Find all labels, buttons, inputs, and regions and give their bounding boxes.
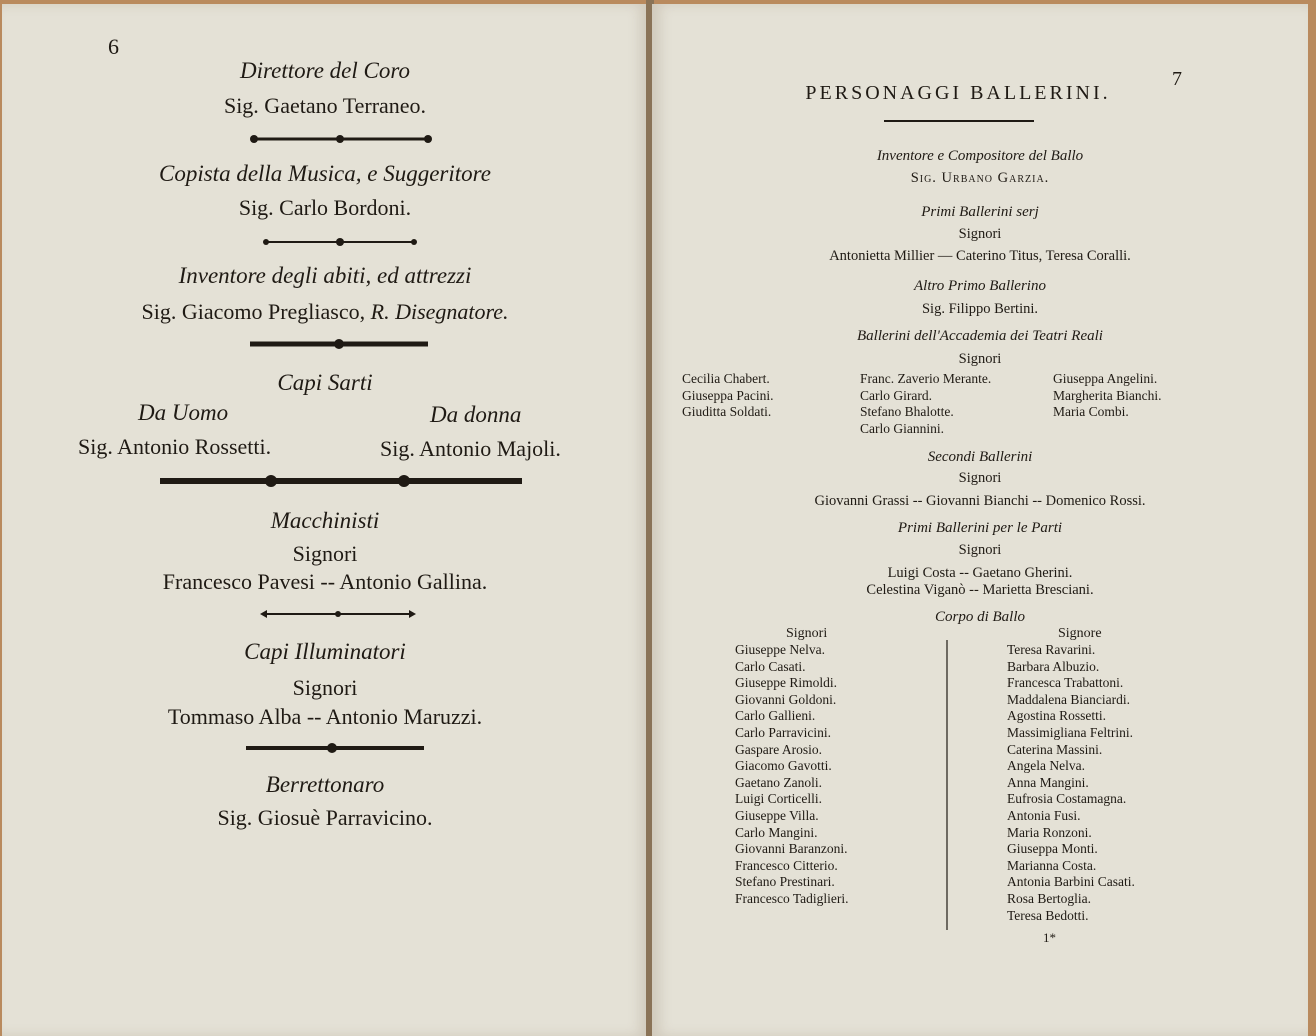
list-item: Stefano Bhalotte. [860,404,954,420]
tailor-men-heading: Da Uomo [138,400,229,425]
list-item: Stefano Prestinari. [735,874,835,890]
list-item: Maddalena Bianciardi. [1007,691,1130,707]
ornament-rule [244,741,426,755]
tailor-men-name: Sig. Antonio Rossetti. [78,434,272,459]
costume-designer [2,299,648,325]
primi-serj-heading: Primi Ballerini serj [921,204,1039,220]
parti-line-2: Celestina Viganò -- Marietta Bresciani. [866,582,1094,598]
page-number-right: 7 [1172,68,1182,90]
list-item: Massimigliana Feltrini. [1007,724,1133,740]
list-item: Cecilia Chabert. [682,371,770,386]
accademia-heading: Ballerini dell'Accademia dei Teatri Reali [857,328,1103,344]
parti-signori: Signori [958,542,1002,558]
list-item: Giacomo Gavotti. [735,758,832,774]
list-item: Carlo Girard. [860,387,932,403]
ornament-rule [156,472,526,490]
list-item: Giuseppa Monti. [1007,841,1098,857]
tailor-women-heading: Da donna [430,402,522,427]
left-page [2,4,648,1036]
corpo-men-list [735,642,849,908]
list-item: Francesco Tadiglieri. [735,890,849,906]
parti-line-1: Luigi Costa -- Gaetano Gherini. [887,565,1073,581]
list-item: Rosa Bertoglia. [1007,890,1091,906]
list-item: Teresa Ravarini. [1007,642,1096,657]
list-item: Giuditta Soldati. [682,404,772,420]
list-item: Carlo Gallieni. [735,708,816,724]
column-divider [942,640,952,930]
costume-title: R. Disegnatore. [370,299,509,324]
list-item: Maria Ronzoni. [1007,824,1092,840]
list-item: Margherita Bianchi. [1053,387,1162,403]
list-item: Giuseppa Pacini. [682,387,774,403]
costume-heading: Inventore degli abiti, ed attrezzi [178,263,472,288]
list-item: Franc. Zaverio Merante. [860,371,992,386]
page-number-left: 6 [108,34,119,59]
title-rule [884,120,1034,122]
list-item: Anna Mangini. [1007,774,1089,790]
machinists-heading: Macchinisti [270,508,380,533]
list-item: Carlo Parravicini. [735,724,831,740]
list-item: Carlo Casati. [735,658,806,674]
signature-mark: 1* [1043,930,1056,945]
hatmaker-heading: Berrettonaro [265,772,385,797]
ornament-rule [262,236,418,248]
inventor-name: Sig. Urbano Garzia. [910,170,1050,186]
list-item: Gaspare Arosio. [735,741,822,757]
corpo-heading: Corpo di Ballo [934,609,1025,625]
accademia-signori: Signori [958,351,1002,367]
list-item: Francesca Trabattoni. [1007,675,1124,691]
list-item: Giovanni Baranzoni. [735,841,848,857]
accademia-column-3 [1053,371,1161,421]
ornament-rule [246,337,432,351]
lighting-signori: Signori [292,675,358,700]
tailor-women-name: Sig. Antonio Majoli. [380,436,561,461]
list-item: Marianna Costa. [1007,857,1097,873]
secondi-heading: Secondi Ballerini [927,449,1033,465]
director-name: Sig. Gaetano Terraneo. [223,93,427,118]
copyist-name: Sig. Carlo Bordoni. [238,195,412,220]
list-item: Luigi Corticelli. [735,791,822,807]
list-item: Barbara Albuzio. [1007,658,1100,674]
secondi-signori: Signori [958,470,1002,486]
hatmaker-name: Sig. Giosuè Parravicino. [217,805,433,830]
list-item: Giuseppe Rimoldi. [735,675,837,691]
list-item: Caterina Massini. [1007,741,1103,757]
list-item: Giovanni Goldoni. [735,691,837,707]
list-item: Antonia Fusi. [1007,807,1081,823]
ornament-rule [260,609,416,619]
ornament-rule [248,132,434,146]
list-item: Carlo Mangini. [735,824,818,840]
primi-serj-names: Antonietta Millier — Caterino Titus, Teresa Coralli. [829,248,1131,264]
copyist-heading: Copista della Musica, e Suggeritore [159,161,491,186]
accademia-column-2 [860,371,991,437]
lighting-heading: Capi Illuminatori [244,639,406,664]
list-item: Carlo Giannini. [860,420,944,436]
list-item: Francesco Citterio. [735,857,838,873]
primi-serj-signori: Signori [958,226,1002,242]
lighting-names: Tommaso Alba -- Antonio Maruzzi. [167,704,483,729]
machinists-signori: Signori [292,541,358,566]
list-item: Maria Combi. [1053,404,1129,420]
secondi-names: Giovanni Grassi -- Giovanni Bianchi -- Domenico Rossi. [814,493,1146,509]
tailors-heading: Capi Sarti [277,370,373,395]
corpo-women-list [1007,642,1135,924]
corpo-women-heading: Signore [1058,626,1102,641]
machinists-names: Francesco Pavesi -- Antonio Gallina. [162,569,488,594]
list-item: Gaetano Zanoli. [735,774,822,790]
altro-primo-name: Sig. Filippo Bertini. [921,301,1038,317]
list-item: Giuseppa Angelini. [1053,371,1158,386]
accademia-column-1 [682,371,773,421]
list-item: Antonia Barbini Casati. [1007,874,1135,890]
cast-title: PERSONAGGI BALLERINI. [805,82,1111,104]
list-item: Giuseppe Nelva. [735,642,825,657]
list-item: Teresa Bedotti. [1007,907,1089,923]
parti-heading: Primi Ballerini per le Parti [897,520,1063,536]
list-item: Agostina Rossetti. [1007,708,1107,724]
altro-primo-heading: Altro Primo Ballerino [914,278,1046,294]
list-item: Eufrosia Costamagna. [1007,791,1127,807]
list-item: Angela Nelva. [1007,758,1085,774]
corpo-men-heading: Signori [786,626,828,641]
inventor-heading: Inventore e Compositore del Ballo [876,148,1084,164]
list-item: Giuseppe Villa. [735,807,819,823]
director-heading: Direttore del Coro [240,58,410,83]
costume-name: Sig. Giacomo Pregliasco, [141,299,366,324]
